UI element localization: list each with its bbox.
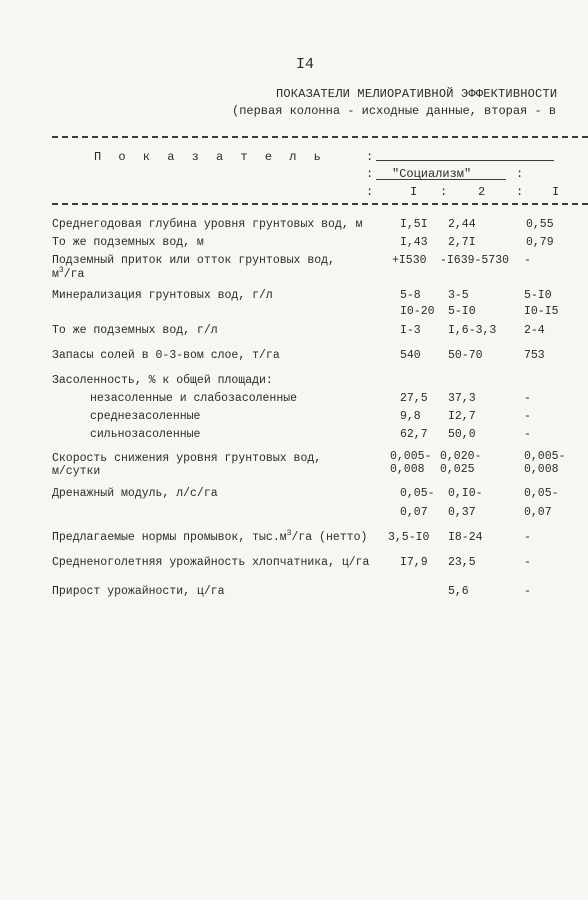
table-title: ПОКАЗАТЕЛИ МЕЛИОРАТИВНОЙ ЭФФЕКТИВНОСТИ (276, 87, 558, 101)
cell-col2: I8-24 (448, 531, 483, 544)
cell-col2-line2: 5-I0 (448, 305, 476, 318)
cell-col1: I,43 (400, 236, 428, 249)
cell-col1: 62,7 (400, 428, 428, 441)
cell-col1: I7,9 (400, 556, 428, 569)
indicator-column-header: П о к а з а т е л ь (94, 150, 326, 164)
row-label: Минерализация грунтовых вод, г/л (52, 289, 273, 302)
cell-col2-line2: 0,37 (448, 506, 476, 519)
row-label-sub: сильнозасоленные (90, 428, 201, 441)
row-label: Скорость снижения уровня грунтовых вод, (52, 452, 322, 465)
cell-col2-line2: 0,025 (440, 463, 475, 476)
header-separator: : (366, 150, 374, 164)
cell-col3-line2: 0,07 (524, 506, 552, 519)
row-label: Запасы солей в 0-3-вом слое, т/га (52, 349, 280, 362)
cell-col1: I-3 (400, 324, 421, 337)
cell-col3: 0,55 (526, 218, 554, 231)
cell-col3: 5-I0 (524, 289, 552, 302)
row-label: То же подземных вод, м (52, 236, 204, 249)
cell-col3: 753 (524, 349, 545, 362)
cell-col3: - (524, 254, 531, 267)
header-rule-top (376, 160, 554, 161)
row-label: То же подземных вод, г/л (52, 324, 218, 337)
organization-name: "Социализм" (392, 167, 472, 181)
cell-col3: 0,05- (524, 487, 559, 500)
cell-col2: 2,44 (448, 218, 476, 231)
col-header-3: I (552, 185, 560, 199)
col-header-1: I (410, 185, 418, 199)
cell-col2: 0,020- (440, 450, 482, 463)
cell-col3: 0,005- (524, 450, 566, 463)
page-number: I4 (296, 56, 315, 73)
cell-col3: - (524, 392, 531, 405)
row-label-continued: м/сутки (52, 465, 101, 478)
header-separator: : (366, 185, 374, 199)
cell-col2: -I639-5730 (440, 254, 510, 267)
cell-col1: 0,05- (400, 487, 435, 500)
header-separator: : (516, 167, 524, 181)
top-dashed-rule (52, 136, 588, 138)
cell-col2: 3-5 (448, 289, 469, 302)
cell-col2: 2,7I (448, 236, 476, 249)
header-separator: : (516, 185, 524, 199)
cell-col1: 0,005- (390, 450, 432, 463)
cell-col3: - (524, 556, 531, 569)
cell-col1-line2: I0-20 (400, 305, 435, 318)
cell-col2: I2,7 (448, 410, 476, 423)
header-rule-org (376, 179, 506, 180)
cell-col3-line2: 0,008 (524, 463, 559, 476)
cell-col2: 37,3 (448, 392, 476, 405)
cell-col3: 0,79 (526, 236, 554, 249)
cell-col3: - (524, 531, 531, 544)
row-label-continued: $м^3/га$ (52, 266, 85, 281)
table-subtitle: (первая колонна - исходные данные, вторая - в (232, 104, 557, 118)
cell-col1: I,5I (400, 218, 428, 231)
row-label: Среднегодовая глубина уровня грунтовых вод, м (52, 218, 363, 231)
header-dashed-rule (52, 203, 588, 205)
cell-col2: 23,5 (448, 556, 476, 569)
cell-col1-line2: 0,008 (390, 463, 425, 476)
row-label: Засоленность, % к общей площади: (52, 374, 273, 387)
cell-col2: 50,0 (448, 428, 476, 441)
row-label: Средненоголетняя урожайность хлопчатника, ц/га (52, 556, 370, 569)
row-label-sub: среднезасоленные (90, 410, 201, 423)
cell-col1: 5-8 (400, 289, 421, 302)
cell-col3: - (524, 585, 531, 598)
row-label: Прирост урожайности, ц/га (52, 585, 225, 598)
header-separator: : (366, 167, 374, 181)
cell-col1: 27,5 (400, 392, 428, 405)
row-label: Предлагаемые нормы промывок, $тыс.м^3/га$ (нетто) (52, 529, 368, 544)
header-separator: : (440, 185, 448, 199)
cell-col1: 540 (400, 349, 421, 362)
cell-col3: - (524, 410, 531, 423)
cell-col1: 3,5-I0 (388, 531, 430, 544)
cell-col1-line2: 0,07 (400, 506, 428, 519)
cell-col3: - (524, 428, 531, 441)
cell-col2: 5,6 (448, 585, 469, 598)
cell-col2: 0,I0- (448, 487, 483, 500)
cell-col2: 50-70 (448, 349, 483, 362)
col-header-2: 2 (478, 185, 486, 199)
row-label-sub: незасоленные и слабозасоленные (90, 392, 298, 405)
cell-col1: +I530 (392, 254, 427, 267)
row-label: Дренажный модуль, л/с/га (52, 487, 218, 500)
row-label: Подземный приток или отток грунтовых вод, (52, 254, 335, 267)
cell-col3: 2-4 (524, 324, 545, 337)
cell-col1: 9,8 (400, 410, 421, 423)
cell-col3-line2: I0-I5 (524, 305, 559, 318)
cell-col2: I,6-3,3 (448, 324, 497, 337)
